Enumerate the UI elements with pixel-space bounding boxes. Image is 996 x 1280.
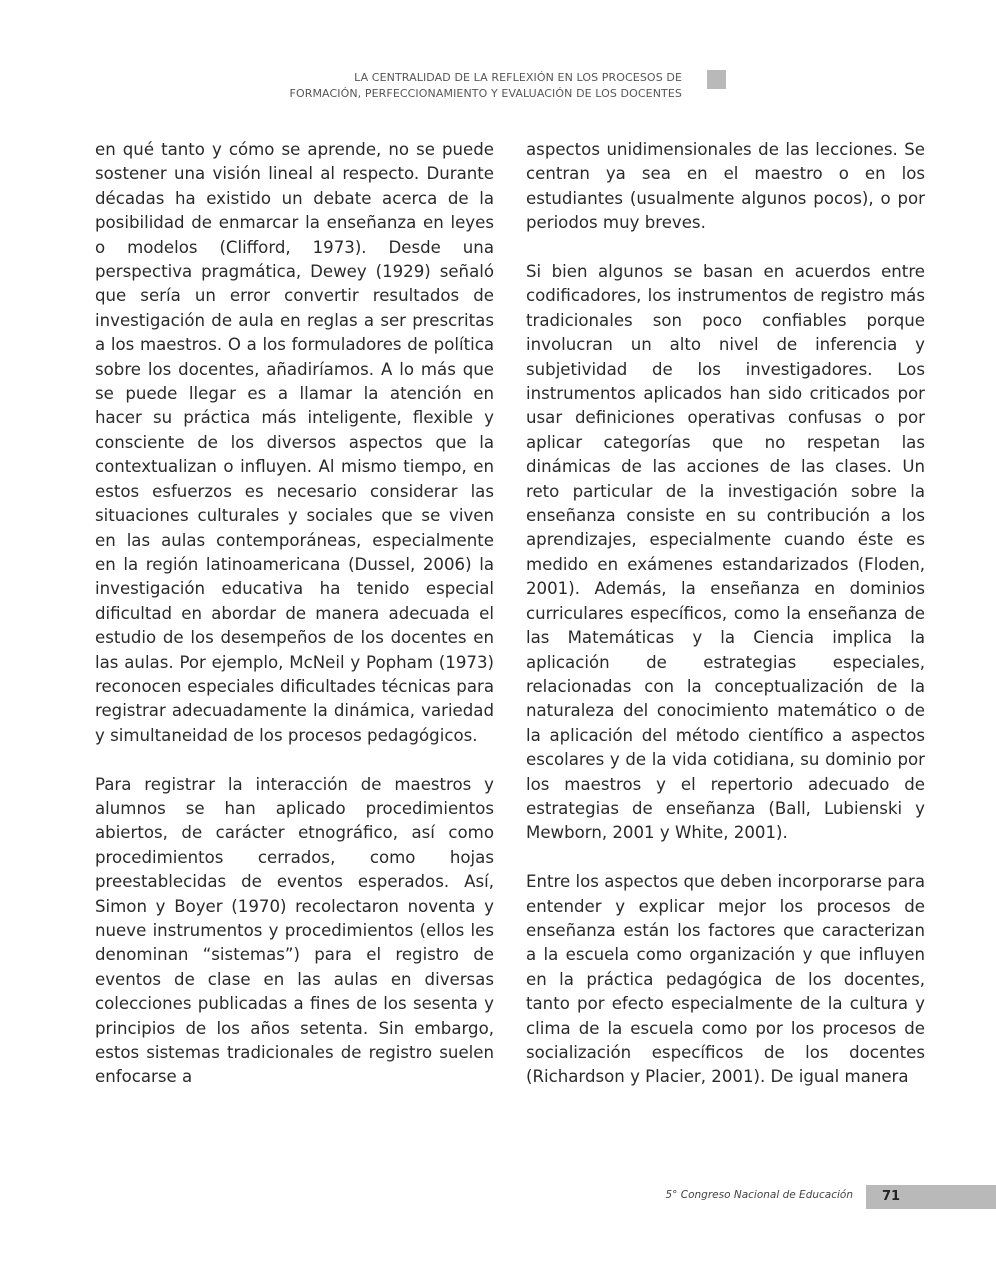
left-paragraph-1: en qué tanto y cómo se aprende, no se puede sostener una visión lineal al respecto. Durante décadas ha existido un debate acerca de la posibilidad de enmarcar la enseñanza en leyes o modelos (Clifford, 1973). Desde una perspectiva pragmática, Dewey (1929) señaló que sería un error convertir resultados de investigación de aula en reglas a ser prescritas a los maestros. O a los formuladores de política sobre los docentes, añadiríamos. A lo más que se puede llegar es a llamar la atención en hacer su práctica más inteligente, flexible y consciente de los diversos aspectos que la contextualizan o influyen. Al mismo tiempo, en estos esfuerzos es necesario considerar las situaciones culturales y sociales que se viven en las aulas contemporáneas, especialmente en la región latinoamericana (Dussel, 2006) la investigación educativa ha tenido especial dificultad en abordar de manera adecuada el estudio de los desempeños de los docentes en las aulas. Por ejemplo, McNeil y Popham (1973) reconocen especiales dificultades técnicas para registrar adecuadamente la dinámica, variedad y simultaneidad de los procesos pedagógicos. xyxy=(95,140,494,745)
running-header xyxy=(290,70,682,102)
right-column xyxy=(526,138,925,1114)
left-paragraph-2: Para registrar la interacción de maestros y alumnos se han aplicado procedimientos abiertos, de carácter etnográfico, así como procedimientos cerrados, como hojas preestablecidas de eventos esperados. Así, Simon y Boyer (1970) recolectaron noventa y nueve instrumentos y procedimientos (ellos les denominan “sistemas”) para el registro de eventos de clase en las aulas en diversas colecciones publicadas a fines de los sesenta y principios de los años setenta. Sin embargo, estos sistemas tradicionales de registro suelen enfocarse a xyxy=(95,774,494,1087)
running-header-line-1: LA CENTRALIDAD DE LA REFLEXIÓN EN LOS PROCESOS DE xyxy=(354,71,682,84)
running-header-line-2: FORMACIÓN, PERFECCIONAMIENTO Y EVALUACIÓN DE LOS DOCENTES xyxy=(289,87,682,100)
right-paragraph-2: Si bien algunos se basan en acuerdos entre codificadores, los instrumentos de registro más tradicionales son poco confiables porque involucran un alto nivel de inferencia y subjetividad de los investigadores. Los instrumentos aplicados han sido criticados por usar definiciones operativas confusas o por aplicar categorías que no respetan las dinámicas de las acciones de las clases. Un reto particular de la investigación sobre la enseñanza consiste en su contribución a los aprendizajes, especialmente cuando éste es medido en exámenes estandarizados (Floden, 2001). Además, la enseñanza en dominios curriculares específicos, como la enseñanza de las Matemáticas y la Ciencia implica la aplicación de estrategias especiales, relacionadas con la conceptualización de la naturaleza del conocimiento matemático o de la aplicación del método científico a aspectos escolares y de la vida cotidiana, su dominio por los maestros y el repertorio adecuado de estrategias de enseñanza (Ball, Lubienski y Mewborn, 2001 y White, 2001). xyxy=(526,262,925,843)
header-marker-square xyxy=(707,70,726,89)
right-paragraph-1: aspectos unidimensionales de las lecciones. Se centran ya sea en el maestro o en los estudiantes (usualmente algunos pocos), o por periodos muy breves. xyxy=(526,140,925,233)
footer-congress-name: 5° Congreso Nacional de Educación xyxy=(665,1189,853,1201)
right-paragraph-3: Entre los aspectos que deben incorporarse para entender y explicar mejor los procesos de enseñanza están los factores que caracterizan a la escuela como organización y que influyen en la práctica pedagógica de los docentes, tanto por efecto especialmente de la cultura y clima de la escuela como por los procesos de socialización específicos de los docentes (Richardson y Placier, 2001). De igual manera xyxy=(526,872,925,1087)
left-column xyxy=(95,138,494,1114)
page-number: 71 xyxy=(882,1189,901,1204)
page-number-badge xyxy=(866,1185,996,1209)
